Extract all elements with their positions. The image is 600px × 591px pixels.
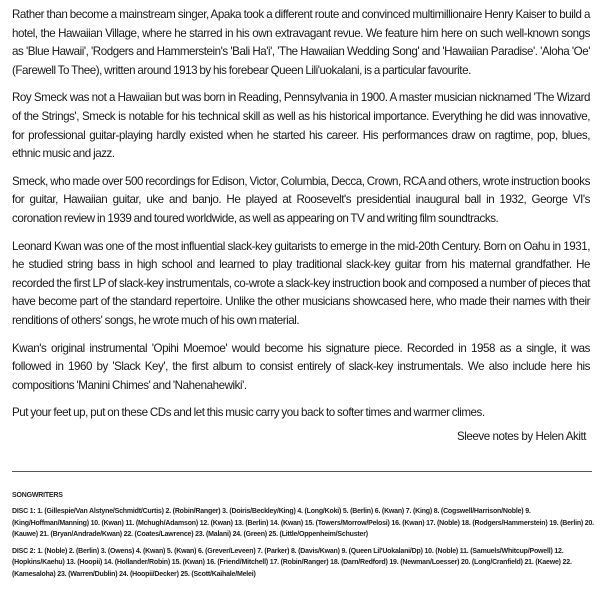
sleeve-notes [12,6,590,443]
paragraph-smeck-intro: Roy Smeck was not a Hawaiian but was born in Reading, Pennsylvania in 1900. A master musician nicknamed 'The Wizard of the Strings', Smeck is notable for his technical skill as well as his historical importance. Everything he did was innovative, for professional guitar-playing hardly existed when he started his career. His performances draw on ragtime, pop, blues, ethnic music and jazz. [12,91,590,161]
songwriters-disc-2: DISC 2: 1. (Noble) 2. (Berlin) 3. (Owens) 4. (Kwan) 5. (Kwan) 6. (Grever/Leveen) 7. (Parker) 8. (Davis/Kwan) 9. (Queen Lil'Uokalani/Dp) 10. (Noble) 11. (Samuels/Whitcup/Powell) 12. (Hopkins/Kaehu) 13. (Hoopii) 14. (Hollander/Robin) 15. (Kwan) 16. (Friend/Mitchell) 17. (Robin/Ranger) 18. (Darn/Redford) 19. (Newman/Loesser) 20. (Long/Cranfield) 21. (Kaewe) 22. (Kamesaloha) 23. (Warren/Dublin) 24. (Hoopii/Decker) 25. (Scott/Kaihale/Melei) [12,548,572,578]
paragraph-closing: Put your feet up, put on these CDs and let this music carry you back to softer times and warmer climes. [12,406,485,420]
paragraph-kwan-signature: Kwan's original instrumental 'Opihi Moemoe' would become his signature piece. Recorded in 1958 as a single, it was followed in 1960 by 'Slack Key', the first album to consist entirely of slack-key instrumentals. We also include here his compositions 'Manini Chimes' and 'Nahenahewiki'. [12,341,590,392]
songwriters-disc-1: DISC 1: 1. (Gillespie/Van Alstyne/Schmidt/Curtis) 2. (Robin/Ranger) 3. (Doiris/Beckley/King) 4. (Long/Koki) 5. (Berlin) 6. (Kwan) 7. (King) 8. (Cogswell/Harrison/Noble) 9. (King/Hoffman/Manning) 10. (Kwan) 11. (Mchugh/Adamson) 12. (Kwan) 13. (Berlin) 14. (Kwan) 15. (Towers/Morrow/Pelosi) 16. (Kwan) 17. (Noble) 18. (Rodgers/Hammerstein) 19. (Berlin) 20. (Kauwe) 21. (Bryan/Andrade/Kwan) 22. (Coates/Lawrence) 23. (Malani) 24. (Green) 25. (Little/Oppenheim/Schuster) [12,508,594,538]
paragraph-smeck-career: Smeck, who made over 500 recordings for Edison, Victor, Columbia, Decca, Crown, RCA and others, wrote instruction books for guitar, Hawaiian guitar, uke and banjo. He played at Roosevelt's presidential inaugural ball in 1932, George VI's coronation review in 1939 and toured worldwide, as well as appearing on TV and writing film soundtracks. [12,174,590,225]
paragraph-kwan-intro: Leonard Kwan was one of the most influential slack-key guitarists to emerge in the mid-20th Century. Born on Oahu in 1931, he studied string bass in high school and learned to play traditional slack-key guitar from his maternal grandfather. He recorded the first LP of slack-key instrumentals, co-wrote a slack-key instruction book and composed a number of pieces that have become part of the standard repertoire. Unlike the other musicians showcased here, who made their names with their renditions of others' songs, he wrote much of his own material. [12,239,590,327]
songwriters-heading: SONGWRITERS [12,492,63,499]
divider [12,471,592,472]
paragraph-apaka: Rather than become a mainstream singer, Apaka took a different route and convinced multimillionaire Henry Kaiser to build a hotel, the Hawaiian Village, where he starred in his own extravagant revue. We feature him here on such well-known songs as 'Blue Hawaii', 'Rodgers and Hammerstein's 'Bali Ha'i', 'The Hawaiian Wedding Song' and 'Hawaiian Paradise'. 'Aloha 'Oe' (Farewell To Thee), written around 1913 by his forebear Queen Lili'uokalani, is a particular favourite. [12,8,590,77]
songwriters-section [12,490,596,586]
sleeve-notes-credit: Sleeve notes by Helen Akitt [457,429,586,443]
